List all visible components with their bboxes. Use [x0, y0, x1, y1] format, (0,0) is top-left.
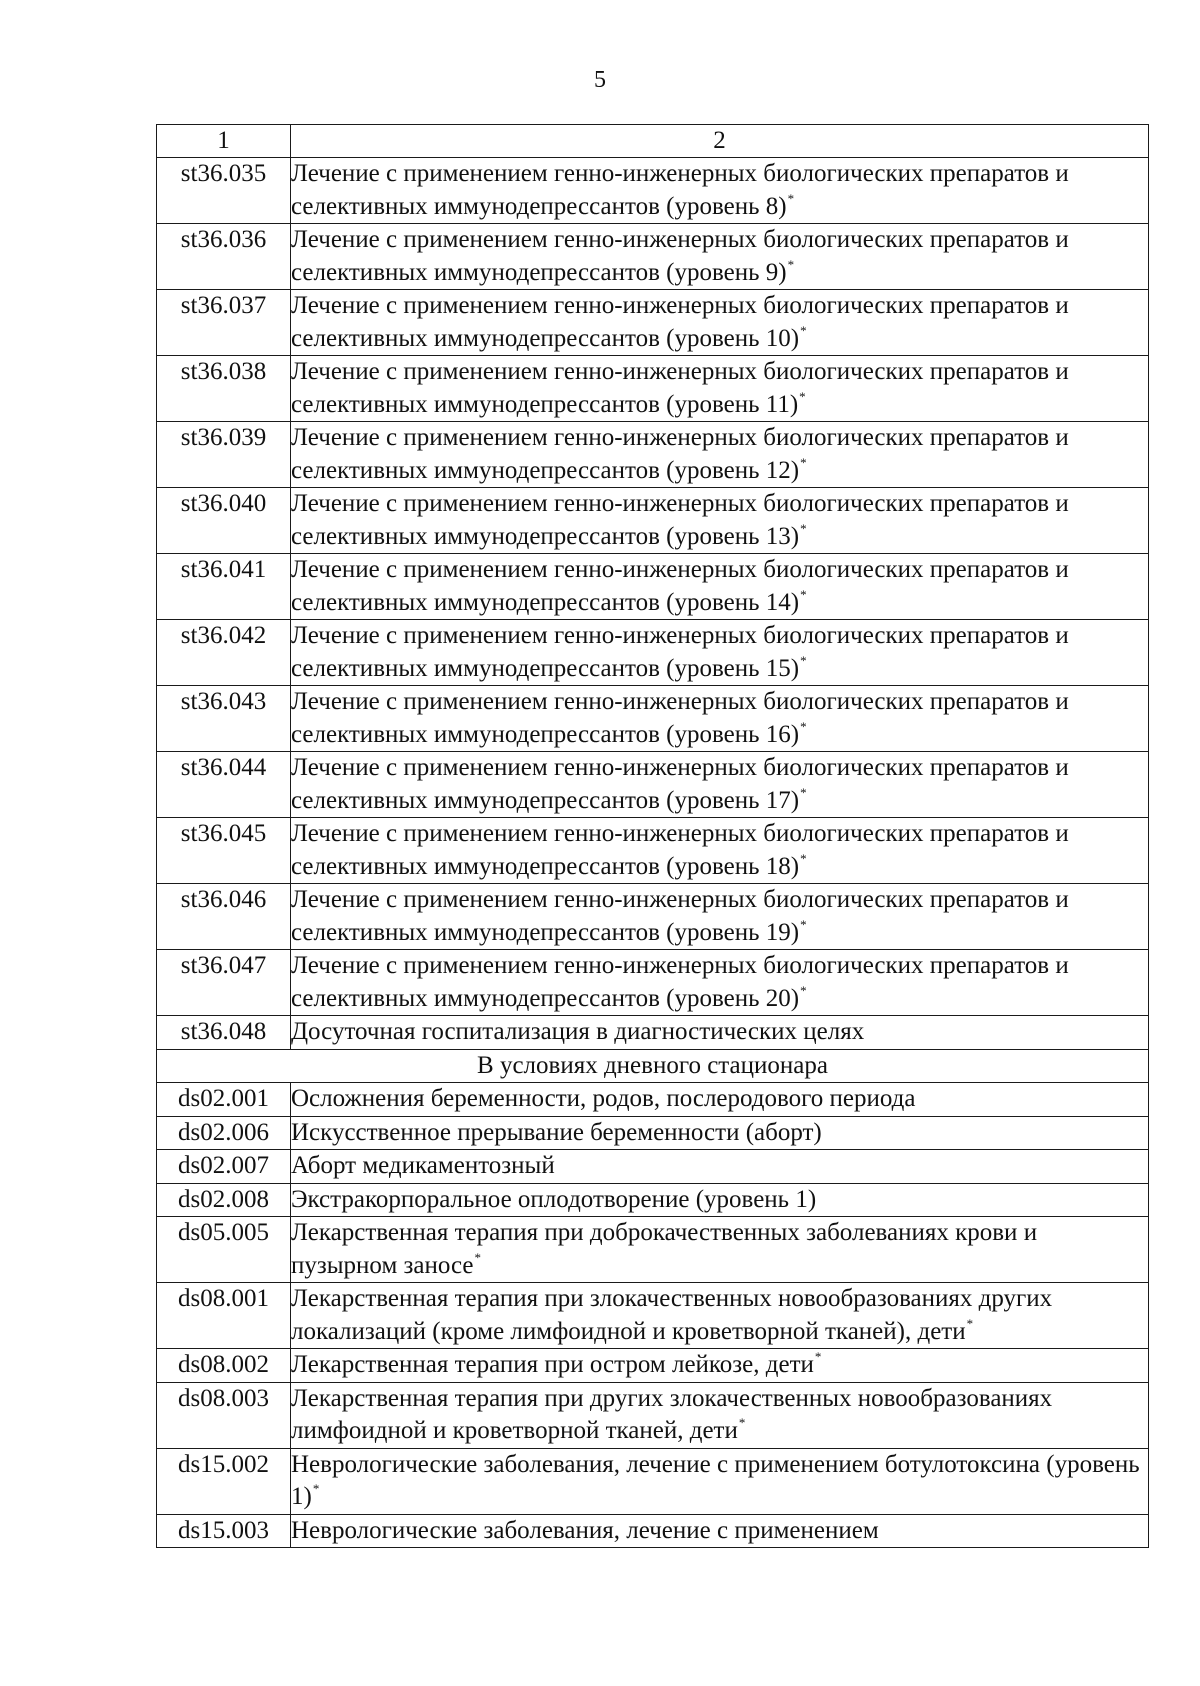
footnote-marker: *: [800, 322, 807, 338]
table-row: [157, 752, 1149, 818]
row-description: Лекарственная терапия при доброкачественных заболеваниях крови и пузырном заносе: [291, 1219, 1038, 1279]
row-code: st36.048: [157, 1016, 291, 1050]
row-description: Лечение с применением генно-инженерных биологических препаратов и селективных иммунодепрессантов (уровень 9): [291, 226, 1069, 286]
row-description: Лечение с применением генно-инженерных биологических препаратов и селективных иммунодепрессантов (уровень 14): [291, 556, 1069, 616]
row-code: ds05.005: [157, 1217, 291, 1283]
row-description-cell: [291, 686, 1149, 752]
row-code: ds02.006: [157, 1116, 291, 1150]
footnote-marker: *: [800, 454, 807, 470]
table-row: [157, 488, 1149, 554]
row-description: Лечение с применением генно-инженерных биологических препаратов и селективных иммунодепрессантов (уровень 10): [291, 292, 1069, 352]
row-code: ds02.001: [157, 1083, 291, 1117]
footnote-marker: *: [474, 1249, 481, 1265]
table-row: [157, 1283, 1149, 1349]
row-description: Лечение с применением генно-инженерных биологических препаратов и селективных иммунодепрессантов (уровень 11): [291, 358, 1069, 418]
header-col-2: 2: [291, 125, 1149, 158]
row-description-cell: [291, 356, 1149, 422]
row-description: Лекарственная терапия при остром лейкозе, дети: [291, 1351, 814, 1378]
footnote-marker: *: [800, 718, 807, 734]
page-number: 5: [594, 67, 606, 93]
row-description-cell: [291, 752, 1149, 818]
row-description-cell: [291, 620, 1149, 686]
row-code: st36.035: [157, 158, 291, 224]
row-description-cell: [291, 950, 1149, 1016]
row-description: Лечение с применением генно-инженерных биологических препаратов и селективных иммунодепрессантов (уровень 16): [291, 688, 1069, 748]
row-description-cell: [291, 554, 1149, 620]
table-row: [157, 554, 1149, 620]
row-description-cell: [291, 422, 1149, 488]
table-row: [157, 356, 1149, 422]
row-code: st36.044: [157, 752, 291, 818]
footnote-marker: *: [814, 1349, 822, 1364]
row-code: ds08.003: [157, 1382, 291, 1448]
row-description: Лекарственная терапия при других злокачественных новообразованиях лимфоидной и кроветворной тканей, дети: [291, 1384, 1053, 1444]
section-title: В условиях дневного стационара: [157, 1049, 1149, 1083]
footnote-marker: *: [800, 586, 807, 602]
row-description-cell: [291, 488, 1149, 554]
footnote-marker: *: [800, 784, 807, 800]
row-description-cell: [291, 1116, 1149, 1150]
row-description-cell: [291, 1448, 1149, 1514]
table-row: [157, 1349, 1149, 1383]
footnote-marker: *: [800, 520, 807, 536]
row-code: ds02.007: [157, 1150, 291, 1184]
row-description-cell: [291, 884, 1149, 950]
row-code: st36.046: [157, 884, 291, 950]
row-description-cell: [291, 1217, 1149, 1283]
footnote-marker: *: [800, 916, 807, 932]
table-row: [157, 686, 1149, 752]
footnote-marker: *: [738, 1415, 746, 1430]
row-description: Лечение с применением генно-инженерных биологических препаратов и селективных иммунодепрессантов (уровень 20): [291, 952, 1069, 1012]
row-description-cell: [291, 1283, 1149, 1349]
row-code: st36.045: [157, 818, 291, 884]
footnote-marker: *: [800, 850, 807, 866]
row-description: Аборт медикаментозный: [291, 1152, 555, 1179]
row-description: Искусственное прерывание беременности (аборт): [291, 1118, 822, 1146]
table-header-row: [157, 125, 1149, 158]
footnote-marker: *: [312, 1481, 320, 1496]
row-code: st36.041: [157, 554, 291, 620]
row-code: st36.037: [157, 290, 291, 356]
row-description: Лечение с применением генно-инженерных биологических препаратов и селективных иммунодепрессантов (уровень 18): [291, 820, 1069, 880]
row-description: Лечение с применением генно-инженерных биологических препаратов и селективных иммунодепрессантов (уровень 19): [291, 886, 1069, 946]
row-description-cell: [291, 1349, 1149, 1383]
table-row: [157, 1083, 1149, 1117]
row-description-cell: [291, 224, 1149, 290]
row-description-cell: [291, 158, 1149, 224]
row-code: st36.038: [157, 356, 291, 422]
footnote-marker: *: [966, 1315, 974, 1331]
row-code: ds08.001: [157, 1283, 291, 1349]
table-row: [157, 884, 1149, 950]
row-description-cell: [291, 818, 1149, 884]
table-row: [157, 1382, 1149, 1448]
row-description-cell: [291, 1016, 1149, 1050]
table-row: [157, 158, 1149, 224]
row-code: st36.040: [157, 488, 291, 554]
table-row: [157, 1514, 1149, 1548]
footnote-marker: *: [800, 982, 807, 998]
table-row: [157, 1217, 1149, 1283]
row-code: ds02.008: [157, 1183, 291, 1217]
table-row: [157, 950, 1149, 1016]
header-col-1: 1: [157, 125, 291, 158]
row-description: Лечение с применением генно-инженерных биологических препаратов и селективных иммунодепрессантов (уровень 12): [291, 424, 1069, 484]
row-description: Досуточная госпитализация в диагностических целях: [291, 1018, 865, 1045]
table-row: [157, 422, 1149, 488]
row-description: Лекарственная терапия при злокачественных новообразованиях других локализаций (кроме лимфоидной и кроветворной тканей), дети: [291, 1285, 1053, 1345]
row-description: Неврологические заболевания, лечение с применением ботулотоксина (уровень 1): [291, 1450, 1140, 1510]
row-code: st36.039: [157, 422, 291, 488]
row-description-cell: [291, 1150, 1149, 1184]
row-description: Лечение с применением генно-инженерных биологических препаратов и селективных иммунодепрессантов (уровень 17): [291, 754, 1069, 814]
row-description-cell: [291, 1382, 1149, 1448]
row-description: Неврологические заболевания, лечение с применением: [291, 1516, 879, 1544]
footnote-marker: *: [799, 388, 806, 404]
row-description: Экстракорпоральное оплодотворение (уровень 1): [291, 1185, 817, 1213]
row-code: st36.036: [157, 224, 291, 290]
row-description: Лечение с применением генно-инженерных биологических препаратов и селективных иммунодепрессантов (уровень 13): [291, 490, 1069, 550]
row-code: st36.043: [157, 686, 291, 752]
table-row: [157, 1016, 1149, 1050]
row-code: ds15.003: [157, 1514, 291, 1548]
table-row: [157, 1116, 1149, 1150]
row-description-cell: [291, 1514, 1149, 1548]
table-row: [157, 224, 1149, 290]
row-description-cell: [291, 290, 1149, 356]
row-description: Осложнения беременности, родов, послеродового периода: [291, 1085, 916, 1112]
tariff-table: [156, 124, 1149, 1548]
row-description: Лечение с применением генно-инженерных биологических препаратов и селективных иммунодепрессантов (уровень 8): [291, 160, 1069, 220]
footnote-marker: *: [787, 190, 795, 206]
row-description-cell: [291, 1083, 1149, 1117]
row-code: ds08.002: [157, 1349, 291, 1383]
footnote-marker: *: [800, 652, 807, 668]
table-row: [157, 1448, 1149, 1514]
section-row: [157, 1049, 1149, 1083]
row-code: st36.042: [157, 620, 291, 686]
table-row: [157, 1183, 1149, 1217]
table-row: [157, 818, 1149, 884]
table-row: [157, 620, 1149, 686]
row-code: ds15.002: [157, 1448, 291, 1514]
table-row: [157, 290, 1149, 356]
row-code: st36.047: [157, 950, 291, 1016]
table-row: [157, 1150, 1149, 1184]
row-description: Лечение с применением генно-инженерных биологических препаратов и селективных иммунодепрессантов (уровень 15): [291, 622, 1069, 682]
row-description-cell: [291, 1183, 1149, 1217]
table-body: [157, 125, 1149, 1548]
footnote-marker: *: [787, 256, 795, 272]
